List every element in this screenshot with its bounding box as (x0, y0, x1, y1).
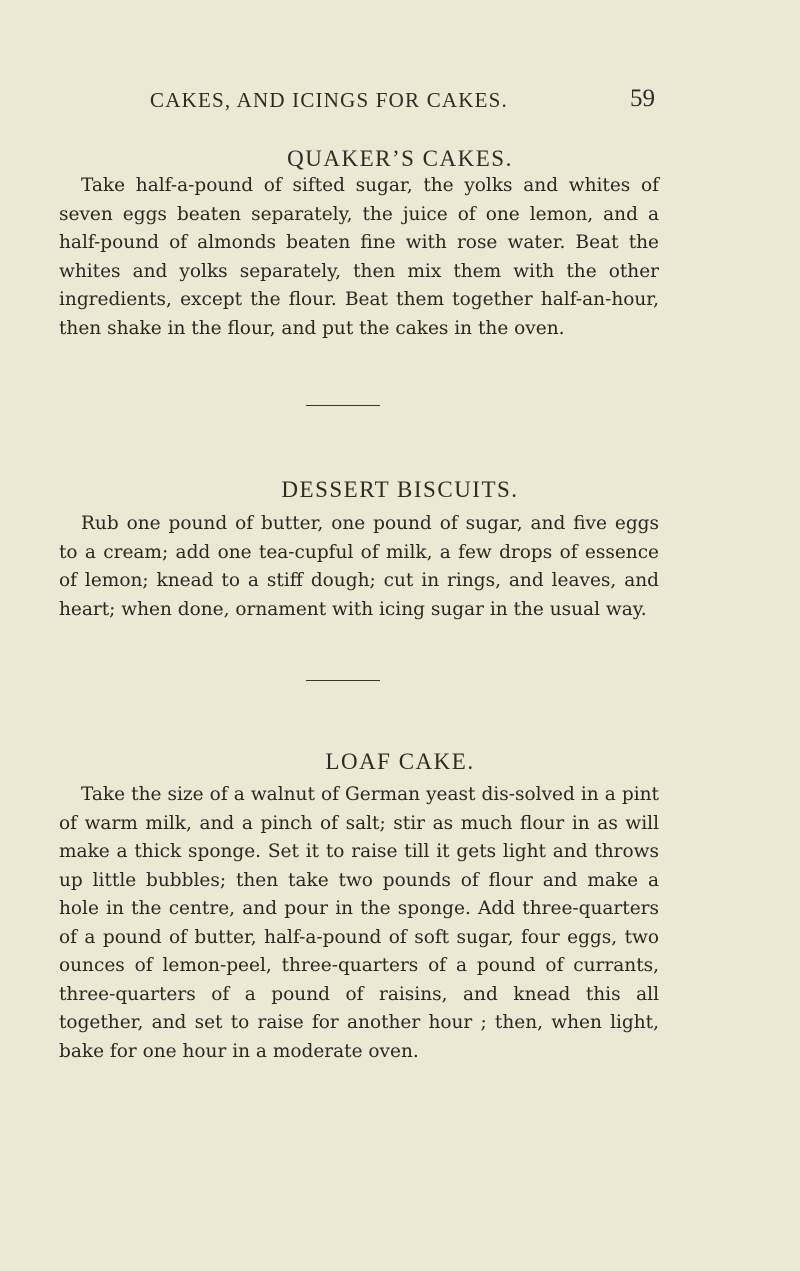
section-divider (306, 405, 380, 406)
section-divider (306, 680, 380, 681)
recipe-paragraph: Take the size of a walnut of German yeast dis-solved in a pint of warm milk, and a pinch of salt; stir as much flour in as will make a thick sponge. Set it to raise till it gets light and throws up little bubbles; then take two pounds of flour and make a hole in the centre, and pour in the sponge. Add three-quarters of a pound of butter, half-a-pound of soft sugar, four eggs, two ounces of lemon-peel, three-quarters of a pound of currants, three-quarters of a pound of raisins, and knead this all together, and set to raise for another hour ; then, when light, bake for one hour in a moderate oven. (59, 784, 659, 1062)
recipe-paragraph: Take half-a-pound of sifted sugar, the yolks and whites of seven eggs beaten separately, the juice of one lemon, and a half-pound of almonds beaten fine with rose water. Beat the whites and yolks separately, then mix them with the other ingredients, except the flour. Beat them together half-an-hour, then shake in the flour, and put the cakes in the oven. (59, 175, 659, 339)
recipe-dessert-biscuits (59, 510, 659, 624)
recipe-paragraph: Rub one pound of butter, one pound of sugar, and five eggs to a cream; add one tea-cupful of milk, a few drops of essence of lemon; knead to a stiff dough; cut in rings, and leaves, and heart; when done, ornament with icing sugar in the usual way. (59, 513, 659, 620)
page-number: 59 (630, 85, 655, 112)
section-title-dessert-biscuits: DESSERT BISCUITS. (281, 477, 519, 502)
section-title-loaf-cake: LOAF CAKE. (325, 749, 475, 774)
running-head (150, 85, 655, 118)
recipe-loaf-cake (59, 781, 659, 1066)
recipe-quakers-cakes (59, 172, 659, 343)
running-title: CAKES, AND ICINGS FOR CAKES. (150, 88, 508, 112)
section-title-quakers-cakes: QUAKER’S CAKES. (287, 146, 513, 171)
